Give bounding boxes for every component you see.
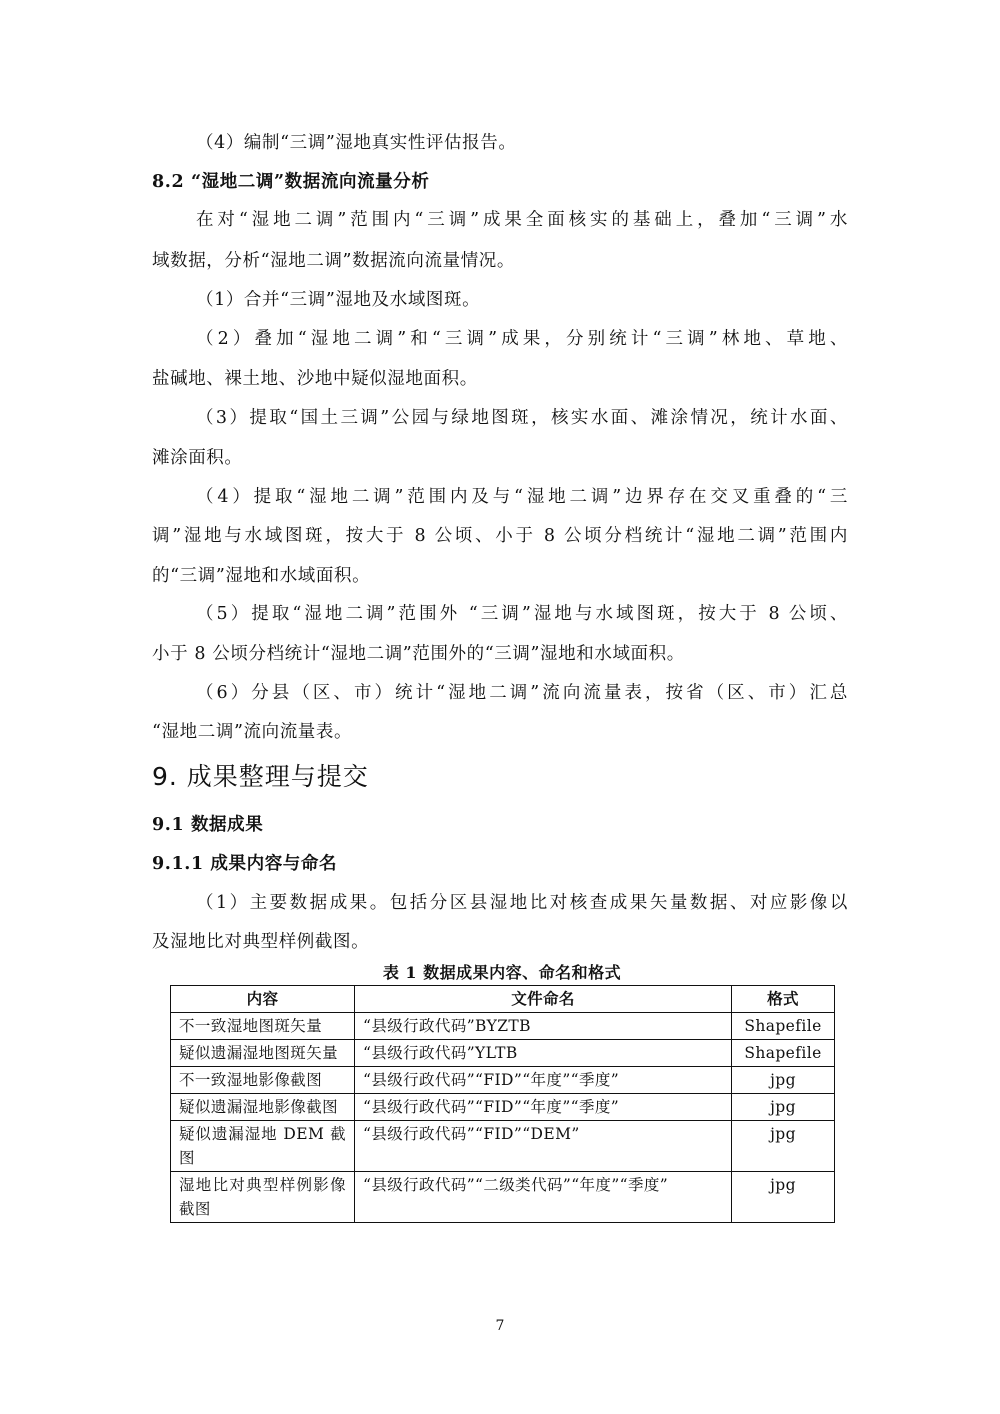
cell-filename: “县级行政代码”“FID”“年度”“季度”: [355, 1067, 732, 1094]
step-4-line: 的“三调”湿地和水域面积。: [152, 566, 371, 586]
step-5-line: 小于 8 公顷分档统计“湿地二调”范围外的“三调”湿地和水域面积。: [152, 644, 685, 664]
table-row: [171, 1094, 835, 1121]
table-row: [171, 1067, 835, 1094]
data-results-table: [170, 985, 835, 1223]
list-item-4-report: （4）编制“三调”湿地真实性评估报告。: [196, 133, 517, 153]
paragraph-line: 及湿地比对典型样例截图。: [152, 932, 370, 952]
heading-9: 9. 成果整理与提交: [152, 762, 369, 791]
table-row: [171, 1040, 835, 1067]
cell-format: jpg: [732, 1172, 835, 1223]
cell-format: jpg: [732, 1094, 835, 1121]
cell-content: 不一致湿地影像截图: [171, 1067, 355, 1094]
table-header-row: [171, 986, 835, 1013]
paragraph-line: （1）主要数据成果。包括分区县湿地比对核查成果矢量数据、对应影像以: [196, 893, 848, 913]
step-1: （1）合并“三调”湿地及水域图斑。: [196, 290, 481, 310]
table-caption: 表 1 数据成果内容、命名和格式: [382, 963, 622, 982]
column-header-format: 格式: [732, 986, 835, 1013]
heading-8-2: 8.2 “湿地二调”数据流向流量分析: [152, 172, 430, 192]
cell-format: Shapefile: [732, 1013, 835, 1040]
page-number: 7: [495, 1318, 505, 1334]
step-2-line: （2）叠加“湿地二调”和“三调”成果，分别统计“三调”林地、草地、: [196, 329, 848, 349]
cell-filename: “县级行政代码”YLTB: [355, 1040, 732, 1067]
step-5-line: （5）提取“湿地二调”范围外 “三调”湿地与水域图斑，按大于 8 公顷、: [196, 604, 848, 624]
cell-content: 疑似遗漏湿地 DEM 截图: [171, 1121, 355, 1172]
cell-content: 疑似遗漏湿地图斑矢量: [171, 1040, 355, 1067]
step-2-line: 盐碱地、裸土地、沙地中疑似湿地面积。: [152, 369, 478, 389]
table-row: [171, 1013, 835, 1040]
paragraph-line: 在对“湿地二调”范围内“三调”成果全面核实的基础上，叠加“三调”水: [196, 210, 848, 230]
cell-format: Shapefile: [732, 1040, 835, 1067]
cell-content: 不一致湿地图斑矢量: [171, 1013, 355, 1040]
step-6-line: “湿地二调”流向流量表。: [152, 722, 353, 742]
heading-9-1-1: 9.1.1 成果内容与命名: [152, 854, 338, 874]
cell-filename: “县级行政代码”“FID”“DEM”: [355, 1121, 732, 1172]
cell-format: jpg: [732, 1067, 835, 1094]
step-4-line: 调”湿地与水域图斑，按大于 8 公顷、小于 8 公顷分档统计“湿地二调”范围内: [152, 526, 848, 546]
cell-format: jpg: [732, 1121, 835, 1172]
cell-filename: “县级行政代码”“FID”“年度”“季度”: [355, 1094, 732, 1121]
step-3-line: 滩涂面积。: [152, 448, 243, 468]
cell-content: 疑似遗漏湿地影像截图: [171, 1094, 355, 1121]
column-header-content: 内容: [171, 986, 355, 1013]
step-4-line: （4）提取“湿地二调”范围内及与“湿地二调”边界存在交叉重叠的“三: [196, 487, 848, 507]
cell-content: 湿地比对典型样例影像截图: [171, 1172, 355, 1223]
paragraph-line: 域数据，分析“湿地二调”数据流向流量情况。: [152, 251, 515, 271]
column-header-filename: 文件命名: [355, 986, 732, 1013]
table-row: [171, 1121, 835, 1172]
cell-filename: “县级行政代码”BYZTB: [355, 1013, 732, 1040]
heading-9-1: 9.1 数据成果: [152, 815, 264, 835]
step-3-line: （3）提取“国土三调”公园与绿地图斑，核实水面、滩涂情况，统计水面、: [196, 408, 848, 428]
table-row: [171, 1172, 835, 1223]
cell-filename: “县级行政代码”“二级类代码”“年度”“季度”: [355, 1172, 732, 1223]
step-6-line: （6）分县（区、市）统计“湿地二调”流向流量表，按省（区、市）汇总: [196, 683, 848, 703]
